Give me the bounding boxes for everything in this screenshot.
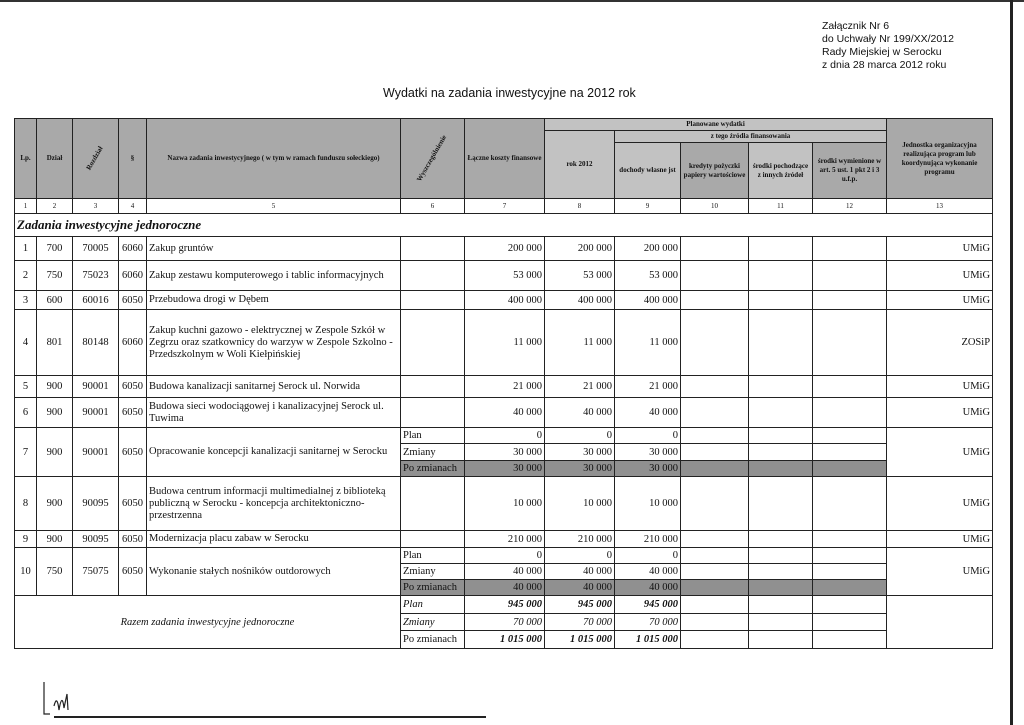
table-row: [15, 548, 993, 564]
table-row: [15, 531, 993, 548]
header-nazwa: Nazwa zadania inwestycyjnego ( w tym w ramach funduszu sołeckiego): [147, 119, 401, 199]
cell-kredyty: [681, 376, 749, 398]
cell-srodki-wymienione: [813, 580, 887, 596]
cell-rok: 945 000: [545, 596, 615, 614]
cell-kredyty: [681, 531, 749, 548]
header-rozdzial: [73, 119, 119, 199]
cell-lp: 4: [15, 310, 37, 376]
cell-dzial: 700: [37, 237, 73, 261]
cell-dochody: 11 000: [615, 310, 681, 376]
cell-paragraf: 6050: [119, 398, 147, 428]
cell-laczne: 400 000: [465, 291, 545, 310]
annex-line-4: z dnia 28 marca 2012 roku: [822, 59, 947, 71]
cell-wyszczegolnienie: Plan: [401, 428, 465, 444]
cell-wyszczegolnienie: Plan: [401, 596, 465, 614]
cell-rok: 200 000: [545, 237, 615, 261]
cell-wyszczegolnienie: Po zmianach: [401, 631, 465, 649]
cell-srodki-pochodzace: [749, 477, 813, 531]
cell-wyszczegolnienie: [401, 310, 465, 376]
cell-name: Zakup zestawu komputerowego i tablic informacyjnych: [147, 261, 401, 291]
cell-dzial: 900: [37, 376, 73, 398]
cell-kredyty: [681, 596, 749, 614]
table-row: [15, 310, 993, 376]
cell-srodki-wymienione: [813, 631, 887, 649]
column-number: 8: [545, 199, 615, 214]
cell-lp: 6: [15, 398, 37, 428]
column-number: 3: [73, 199, 119, 214]
cell-laczne: 21 000: [465, 376, 545, 398]
header-rok: rok 2012: [545, 131, 615, 199]
column-number: 6: [401, 199, 465, 214]
table-row: [15, 291, 993, 310]
cell-dochody: 210 000: [615, 531, 681, 548]
cell-kredyty: [681, 310, 749, 376]
cell-srodki-pochodzace: [749, 291, 813, 310]
cell-srodki-pochodzace: [749, 310, 813, 376]
cell-srodki-wymienione: [813, 310, 887, 376]
header-planowane: Planowane wydatki: [545, 119, 887, 131]
cell-paragraf: 6050: [119, 428, 147, 477]
header-dzial: Dział: [37, 119, 73, 199]
cell-rok: 40 000: [545, 564, 615, 580]
cell-unit: UMiG: [887, 376, 993, 398]
cell-dochody: 30 000: [615, 461, 681, 477]
right-border: [1010, 0, 1013, 725]
cell-wyszczegolnienie: Po zmianach: [401, 461, 465, 477]
cell-dochody: 945 000: [615, 596, 681, 614]
cell-laczne: 40 000: [465, 564, 545, 580]
cell-unit: UMiG: [887, 548, 993, 596]
cell-srodki-pochodzace: [749, 444, 813, 461]
column-number: 10: [681, 199, 749, 214]
cell-kredyty: [681, 461, 749, 477]
cell-dochody: 10 000: [615, 477, 681, 531]
cell-rok: 0: [545, 548, 615, 564]
header-rozdzial-text: Rozdział: [85, 144, 106, 172]
cell-dzial: 900: [37, 428, 73, 477]
cell-rok: 40 000: [545, 398, 615, 428]
cell-srodki-wymienione: [813, 461, 887, 477]
cell-laczne: 0: [465, 548, 545, 564]
cell-kredyty: [681, 477, 749, 531]
cell-srodki-wymienione: [813, 261, 887, 291]
cell-rok: 30 000: [545, 461, 615, 477]
cell-rozdzial: 75023: [73, 261, 119, 291]
cell-dochody: 200 000: [615, 237, 681, 261]
cell-rozdzial: 75075: [73, 548, 119, 596]
cell-srodki-wymienione: [813, 376, 887, 398]
cell-wyszczegolnienie: Zmiany: [401, 614, 465, 631]
cell-srodki-pochodzace: [749, 261, 813, 291]
cell-rok: 30 000: [545, 444, 615, 461]
cell-dzial: 750: [37, 261, 73, 291]
header-dochody: dochody własne jst: [615, 143, 681, 199]
cell-rozdzial: 90001: [73, 376, 119, 398]
cell-kredyty: [681, 261, 749, 291]
header-z-tego: z tego źródła finansowania: [615, 131, 887, 143]
cell-rok: 70 000: [545, 614, 615, 631]
cell-dochody: 70 000: [615, 614, 681, 631]
table-row: [15, 376, 993, 398]
cell-srodki-pochodzace: [749, 596, 813, 614]
cell-kredyty: [681, 631, 749, 649]
cell-dochody: 30 000: [615, 444, 681, 461]
cell-srodki-pochodzace: [749, 376, 813, 398]
cell-paragraf: 6050: [119, 376, 147, 398]
column-number: 4: [119, 199, 147, 214]
cell-lp: 8: [15, 477, 37, 531]
cell-dzial: 600: [37, 291, 73, 310]
total-label: Razem zadania inwestycyjne jednoroczne: [15, 596, 401, 649]
cell-dochody: 400 000: [615, 291, 681, 310]
cell-rozdzial: 80148: [73, 310, 119, 376]
cell-rozdzial: 60016: [73, 291, 119, 310]
header-wyszczegolnienie-text: Wyszczególnienie: [415, 133, 449, 183]
cell-dochody: 40 000: [615, 398, 681, 428]
cell-dochody: 0: [615, 428, 681, 444]
cell-srodki-pochodzace: [749, 428, 813, 444]
cell-lp: 1: [15, 237, 37, 261]
cell-dzial: 900: [37, 477, 73, 531]
column-number: 5: [147, 199, 401, 214]
cell-laczne: 30 000: [465, 461, 545, 477]
cell-dochody: 21 000: [615, 376, 681, 398]
section-row: [15, 214, 993, 237]
cell-dzial: 900: [37, 398, 73, 428]
cell-paragraf: 6060: [119, 310, 147, 376]
cell-srodki-pochodzace: [749, 564, 813, 580]
cell-laczne: 30 000: [465, 444, 545, 461]
annex-line-1: Załącznik Nr 6: [822, 20, 890, 32]
cell-unit: UMiG: [887, 531, 993, 548]
column-number: 11: [749, 199, 813, 214]
cell-laczne: 0: [465, 428, 545, 444]
cell-kredyty: [681, 580, 749, 596]
cell-name: Modernizacja placu zabaw w Serocku: [147, 531, 401, 548]
table-row: [15, 261, 993, 291]
cell-wyszczegolnienie: [401, 237, 465, 261]
cell-srodki-wymienione: [813, 237, 887, 261]
cell-dzial: 900: [37, 531, 73, 548]
cell-kredyty: [681, 237, 749, 261]
cell-name: Zakup kuchni gazowo - elektrycznej w Zespole Szkół w Zegrzu oraz szatkownicy do warzyw w Zespole Szkolno - Przedszkolnym w Woli Kiełpińskiej: [147, 310, 401, 376]
cell-wyszczegolnienie: Zmiany: [401, 444, 465, 461]
cell-name: Budowa sieci wodociągowej i kanalizacyjnej Serock ul. Tuwima: [147, 398, 401, 428]
cell-kredyty: [681, 428, 749, 444]
cell-rok: 11 000: [545, 310, 615, 376]
cell-srodki-wymienione: [813, 444, 887, 461]
header-jednostka: Jednostka organizacyjna realizująca program lub koordynująca wykonanie programu: [887, 119, 993, 199]
handwritten-signature: [34, 680, 94, 718]
cell-kredyty: [681, 444, 749, 461]
cell-dochody: 53 000: [615, 261, 681, 291]
cell-srodki-pochodzace: [749, 237, 813, 261]
cell-kredyty: [681, 548, 749, 564]
cell-wyszczegolnienie: Plan: [401, 548, 465, 564]
cell-kredyty: [681, 614, 749, 631]
cell-srodki-pochodzace: [749, 614, 813, 631]
cell-unit: ZOSiP: [887, 310, 993, 376]
cell-dochody: 40 000: [615, 580, 681, 596]
section-title: Zadania inwestycyjne jednoroczne: [15, 214, 993, 237]
cell-wyszczegolnienie: [401, 376, 465, 398]
cell-laczne: 40 000: [465, 580, 545, 596]
cell-paragraf: 6060: [119, 261, 147, 291]
cell-srodki-wymienione: [813, 531, 887, 548]
cell-srodki-wymienione: [813, 614, 887, 631]
annex-line-3: Rady Miejskiej w Serocku: [822, 46, 942, 58]
table-row: [15, 477, 993, 531]
cell-wyszczegolnienie: [401, 477, 465, 531]
cell-laczne: 945 000: [465, 596, 545, 614]
cell-lp: 9: [15, 531, 37, 548]
cell-unit: UMiG: [887, 398, 993, 428]
header-lp: Lp.: [15, 119, 37, 199]
cell-rok: 1 015 000: [545, 631, 615, 649]
cell-laczne: 11 000: [465, 310, 545, 376]
cell-laczne: 10 000: [465, 477, 545, 531]
cell-rok: 0: [545, 428, 615, 444]
cell-laczne: 40 000: [465, 398, 545, 428]
cell-lp: 10: [15, 548, 37, 596]
header-kredyty: kredyty pożyczki papiery wartościowe: [681, 143, 749, 199]
cell-srodki-wymienione: [813, 548, 887, 564]
cell-name: Zakup gruntów: [147, 237, 401, 261]
header-srodki-wymienione: środki wymienione w art. 5 ust. 1 pkt 2 i 3 u.f.p.: [813, 143, 887, 199]
cell-srodki-wymienione: [813, 428, 887, 444]
cell-lp: 7: [15, 428, 37, 477]
column-number: 12: [813, 199, 887, 214]
document-title: Wydatki na zadania inwestycyjne na 2012 rok: [383, 86, 636, 100]
cell-wyszczegolnienie: [401, 398, 465, 428]
cell-laczne: 200 000: [465, 237, 545, 261]
cell-dochody: 1 015 000: [615, 631, 681, 649]
cell-srodki-wymienione: [813, 596, 887, 614]
table-row: [15, 398, 993, 428]
table-row: [15, 428, 993, 444]
cell-lp: 2: [15, 261, 37, 291]
cell-laczne: 53 000: [465, 261, 545, 291]
cell-kredyty: [681, 291, 749, 310]
cell-srodki-wymienione: [813, 564, 887, 580]
cell-lp: 3: [15, 291, 37, 310]
cell-unit: UMiG: [887, 237, 993, 261]
cell-kredyty: [681, 398, 749, 428]
cell-srodki-pochodzace: [749, 548, 813, 564]
cell-rok: 53 000: [545, 261, 615, 291]
header-laczne: Łączne koszty finansowe: [465, 119, 545, 199]
total-row: [15, 596, 993, 614]
cell-dochody: 40 000: [615, 564, 681, 580]
cell-srodki-wymienione: [813, 477, 887, 531]
annex-line-2: do Uchwały Nr 199/XX/2012: [822, 33, 954, 45]
cell-srodki-pochodzace: [749, 631, 813, 649]
cell-rozdzial: 90001: [73, 428, 119, 477]
cell-paragraf: 6050: [119, 548, 147, 596]
cell-name: Opracowanie koncepcji kanalizacji sanitarnej w Serocku: [147, 428, 401, 477]
cell-unit: UMiG: [887, 261, 993, 291]
cell-rok: 40 000: [545, 580, 615, 596]
cell-laczne: 210 000: [465, 531, 545, 548]
cell-srodki-pochodzace: [749, 398, 813, 428]
cell-srodki-wymienione: [813, 291, 887, 310]
cell-dzial: 801: [37, 310, 73, 376]
cell-paragraf: 6050: [119, 531, 147, 548]
header-wyszczegolnienie: [401, 119, 465, 199]
header-paragraf: §: [119, 119, 147, 199]
investment-table: [14, 118, 993, 649]
cell-srodki-wymienione: [813, 398, 887, 428]
table-row: [15, 237, 993, 261]
cell-name: Przebudowa drogi w Dębem: [147, 291, 401, 310]
cell-laczne: 70 000: [465, 614, 545, 631]
cell-wyszczegolnienie: [401, 291, 465, 310]
cell-wyszczegolnienie: Zmiany: [401, 564, 465, 580]
annex-note: [822, 20, 954, 72]
cell-paragraf: 6050: [119, 477, 147, 531]
column-number-row: [15, 199, 993, 214]
cell-dochody: 0: [615, 548, 681, 564]
cell-wyszczegolnienie: [401, 531, 465, 548]
cell-lp: 5: [15, 376, 37, 398]
cell-name: Budowa centrum informacji multimedialnej z biblioteką publiczną w Serocku - koncepcja architektoniczno- przestrzenna: [147, 477, 401, 531]
bottom-rule: [54, 716, 486, 718]
cell-name: Budowa kanalizacji sanitarnej Serock ul. Norwida: [147, 376, 401, 398]
cell-rozdzial: 90095: [73, 531, 119, 548]
cell-rok: 10 000: [545, 477, 615, 531]
cell-unit: UMiG: [887, 477, 993, 531]
cell-unit: UMiG: [887, 428, 993, 477]
cell-rok: 400 000: [545, 291, 615, 310]
cell-unit: [887, 596, 993, 649]
header-srodki-pochodzace: środki pochodzące z innych źródeł: [749, 143, 813, 199]
cell-rozdzial: 70005: [73, 237, 119, 261]
cell-rozdzial: 90001: [73, 398, 119, 428]
cell-kredyty: [681, 564, 749, 580]
column-number: 1: [15, 199, 37, 214]
cell-wyszczegolnienie: Po zmianach: [401, 580, 465, 596]
cell-unit: UMiG: [887, 291, 993, 310]
cell-rozdzial: 90095: [73, 477, 119, 531]
cell-rok: 210 000: [545, 531, 615, 548]
cell-srodki-pochodzace: [749, 580, 813, 596]
cell-dzial: 750: [37, 548, 73, 596]
cell-name: Wykonanie stałych nośników outdorowych: [147, 548, 401, 596]
cell-paragraf: 6060: [119, 237, 147, 261]
column-number: 9: [615, 199, 681, 214]
top-border: [0, 0, 1024, 2]
cell-wyszczegolnienie: [401, 261, 465, 291]
cell-paragraf: 6050: [119, 291, 147, 310]
cell-srodki-pochodzace: [749, 461, 813, 477]
column-number: 7: [465, 199, 545, 214]
cell-srodki-pochodzace: [749, 531, 813, 548]
column-number: 2: [37, 199, 73, 214]
cell-laczne: 1 015 000: [465, 631, 545, 649]
cell-rok: 21 000: [545, 376, 615, 398]
column-number: 13: [887, 199, 993, 214]
